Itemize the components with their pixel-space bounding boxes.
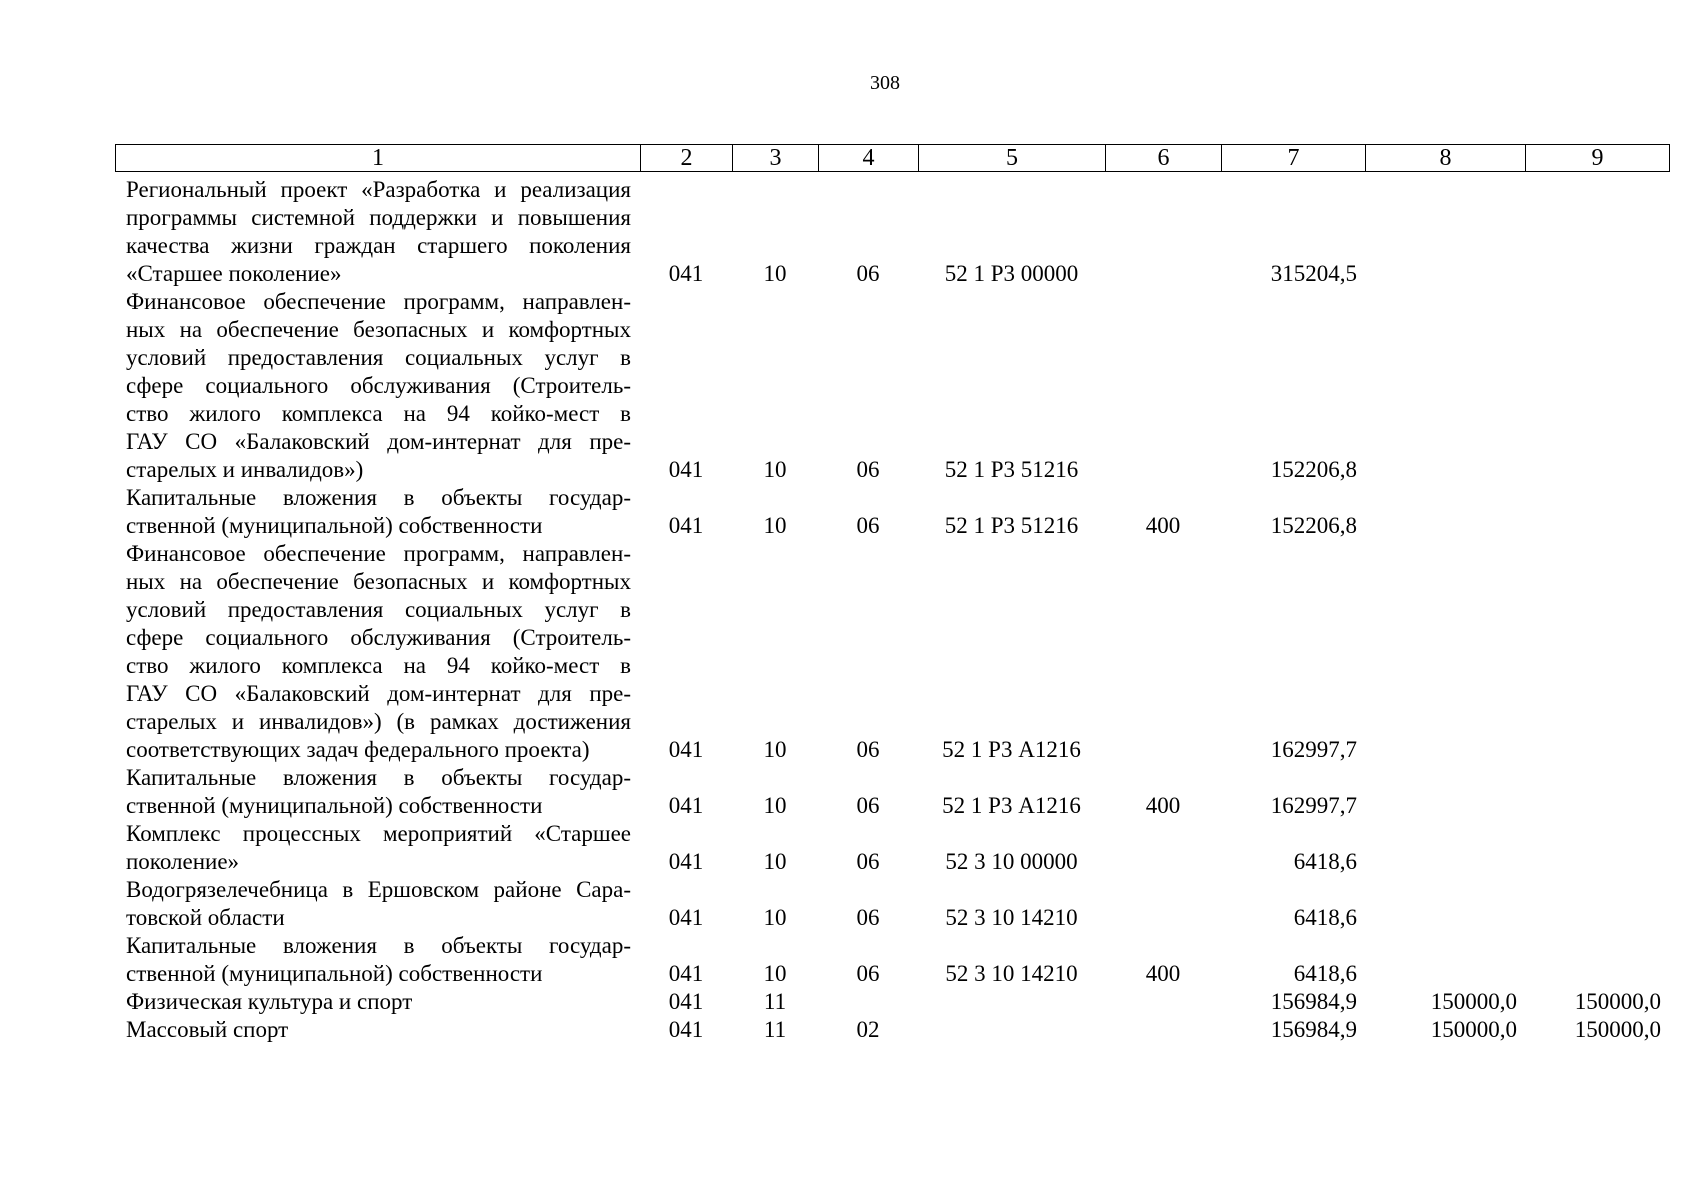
cell-col-4: 02 xyxy=(856,1017,880,1042)
cell-col-2: 041 xyxy=(668,989,704,1014)
cell-col-2: 041 xyxy=(668,513,704,538)
cell-col-9: 150000,0 xyxy=(1574,989,1661,1014)
description-line: старелых и инвалидов») (в рамках достижения xyxy=(126,709,631,734)
cell-col-5: 52 3 10 14210 xyxy=(945,961,1078,986)
column-number: 5 xyxy=(919,145,1106,172)
cell-col-7: 6418,6 xyxy=(1293,961,1357,986)
description-line: сфере социального обслуживания (Строитель- xyxy=(126,373,631,398)
row-description xyxy=(126,764,631,820)
cell-col-6: 400 xyxy=(1145,961,1181,986)
description-line: Водогрязелечебница в Ершовском районе Сара- xyxy=(126,877,631,902)
table-row xyxy=(0,1016,1697,1044)
table-row xyxy=(0,176,1697,288)
row-description xyxy=(126,540,631,764)
row-description xyxy=(126,484,631,540)
description-line: Региональный проект «Разработка и реализация xyxy=(126,177,631,202)
cell-col-7: 315204,5 xyxy=(1270,261,1357,286)
cell-col-2: 041 xyxy=(668,457,704,482)
description-line: программы системной поддержки и повышения xyxy=(126,205,631,230)
description-line: Капитальные вложения в объекты государ- xyxy=(126,933,631,958)
column-number: 4 xyxy=(819,145,919,172)
description-line: «Старшее поколение» xyxy=(126,261,342,286)
cell-col-3: 11 xyxy=(763,1017,787,1042)
cell-col-3: 10 xyxy=(763,457,787,482)
description-line: ГАУ СО «Балаковский дом-интернат для пре- xyxy=(126,429,631,454)
description-line: Физическая культура и спорт xyxy=(126,989,413,1014)
cell-col-5: 52 1 Р3 00000 xyxy=(944,261,1079,286)
cell-col-2: 041 xyxy=(668,1017,704,1042)
description-line: сфере социального обслуживания (Строитель- xyxy=(126,625,631,650)
cell-col-3: 10 xyxy=(763,905,787,930)
cell-col-9: 150000,0 xyxy=(1574,1017,1661,1042)
description-line: ство жилого комплекса на 94 койко-мест в xyxy=(126,401,631,426)
description-line: качества жизни граждан старшего поколения xyxy=(126,233,631,258)
cell-col-7: 156984,9 xyxy=(1270,1017,1357,1042)
row-description xyxy=(126,876,631,932)
description-line: условий предоставления социальных услуг в xyxy=(126,345,631,370)
cell-col-3: 10 xyxy=(763,961,787,986)
cell-col-4: 06 xyxy=(856,849,880,874)
description-line: ных на обеспечение безопасных и комфортных xyxy=(126,317,631,342)
column-number: 1 xyxy=(116,145,641,172)
cell-col-2: 041 xyxy=(668,737,704,762)
row-description xyxy=(126,932,631,988)
column-number: 9 xyxy=(1526,145,1670,172)
column-header-table xyxy=(115,144,1670,172)
column-number: 7 xyxy=(1222,145,1366,172)
cell-col-3: 10 xyxy=(763,849,787,874)
description-line: соответствующих задач федерального проекта) xyxy=(126,737,590,762)
description-line: ственной (муниципальной) собственности xyxy=(126,961,543,986)
description-line: ство жилого комплекса на 94 койко-мест в xyxy=(126,653,631,678)
column-header-row xyxy=(116,145,1670,172)
cell-col-4: 06 xyxy=(856,513,880,538)
description-line: Финансовое обеспечение программ, направлен- xyxy=(126,289,631,314)
cell-col-3: 10 xyxy=(763,261,787,286)
description-line: ных на обеспечение безопасных и комфортных xyxy=(126,569,631,594)
description-line: ГАУ СО «Балаковский дом-интернат для пре- xyxy=(126,681,631,706)
cell-col-4: 06 xyxy=(856,457,880,482)
cell-col-5: 52 1 Р3 51216 xyxy=(944,457,1079,482)
row-description xyxy=(126,176,631,288)
cell-col-5: 52 1 Р3 А1216 xyxy=(942,793,1081,818)
cell-col-7: 152206,8 xyxy=(1270,513,1357,538)
cell-col-7: 156984,9 xyxy=(1270,989,1357,1014)
cell-col-4: 06 xyxy=(856,261,880,286)
row-description xyxy=(126,820,631,876)
cell-col-6: 400 xyxy=(1145,793,1181,818)
cell-col-3: 10 xyxy=(763,793,787,818)
cell-col-4: 06 xyxy=(856,737,880,762)
cell-col-8: 150000,0 xyxy=(1430,989,1517,1014)
column-number: 6 xyxy=(1106,145,1222,172)
description-line: Капитальные вложения в объекты государ- xyxy=(126,485,631,510)
cell-col-6: 400 xyxy=(1145,513,1181,538)
cell-col-8: 150000,0 xyxy=(1430,1017,1517,1042)
description-line: Комплекс процессных мероприятий «Старшее xyxy=(126,821,631,846)
cell-col-5: 52 3 10 14210 xyxy=(945,905,1078,930)
description-line: ственной (муниципальной) собственности xyxy=(126,513,543,538)
row-description xyxy=(126,1016,631,1044)
cell-col-2: 041 xyxy=(668,261,704,286)
cell-col-4: 06 xyxy=(856,905,880,930)
table-row xyxy=(0,288,1697,484)
table-row xyxy=(0,820,1697,876)
table-row xyxy=(0,764,1697,820)
cell-col-3: 10 xyxy=(763,737,787,762)
cell-col-5: 52 1 Р3 А1216 xyxy=(942,737,1081,762)
description-line: старелых и инвалидов») xyxy=(126,457,364,482)
table-row xyxy=(0,988,1697,1016)
table-row xyxy=(0,540,1697,764)
cell-col-2: 041 xyxy=(668,905,704,930)
cell-col-7: 6418,6 xyxy=(1293,849,1357,874)
description-line: ственной (муниципальной) собственности xyxy=(126,793,543,818)
cell-col-7: 6418,6 xyxy=(1293,905,1357,930)
table-row xyxy=(0,484,1697,540)
description-line: поколение» xyxy=(126,849,240,874)
row-description xyxy=(126,988,631,1016)
cell-col-7: 152206,8 xyxy=(1270,457,1357,482)
cell-col-7: 162997,7 xyxy=(1270,793,1357,818)
column-number: 3 xyxy=(733,145,819,172)
cell-col-2: 041 xyxy=(668,961,704,986)
description-line: условий предоставления социальных услуг в xyxy=(126,597,631,622)
description-line: Финансовое обеспечение программ, направлен- xyxy=(126,541,631,566)
cell-col-5: 52 1 Р3 51216 xyxy=(944,513,1079,538)
row-description xyxy=(126,288,631,484)
cell-col-4: 06 xyxy=(856,793,880,818)
description-line: Массовый спорт xyxy=(126,1017,289,1042)
cell-col-5: 52 3 10 00000 xyxy=(945,849,1078,874)
cell-col-2: 041 xyxy=(668,793,704,818)
cell-col-3: 11 xyxy=(763,989,787,1014)
cell-col-3: 10 xyxy=(763,513,787,538)
page-number: 308 xyxy=(870,72,900,94)
cell-col-7: 162997,7 xyxy=(1270,737,1357,762)
column-number: 2 xyxy=(641,145,733,172)
table-row xyxy=(0,932,1697,988)
column-number: 8 xyxy=(1366,145,1526,172)
table-row xyxy=(0,876,1697,932)
description-line: товской области xyxy=(126,905,285,930)
cell-col-2: 041 xyxy=(668,849,704,874)
description-line: Капитальные вложения в объекты государ- xyxy=(126,765,631,790)
cell-col-4: 06 xyxy=(856,961,880,986)
